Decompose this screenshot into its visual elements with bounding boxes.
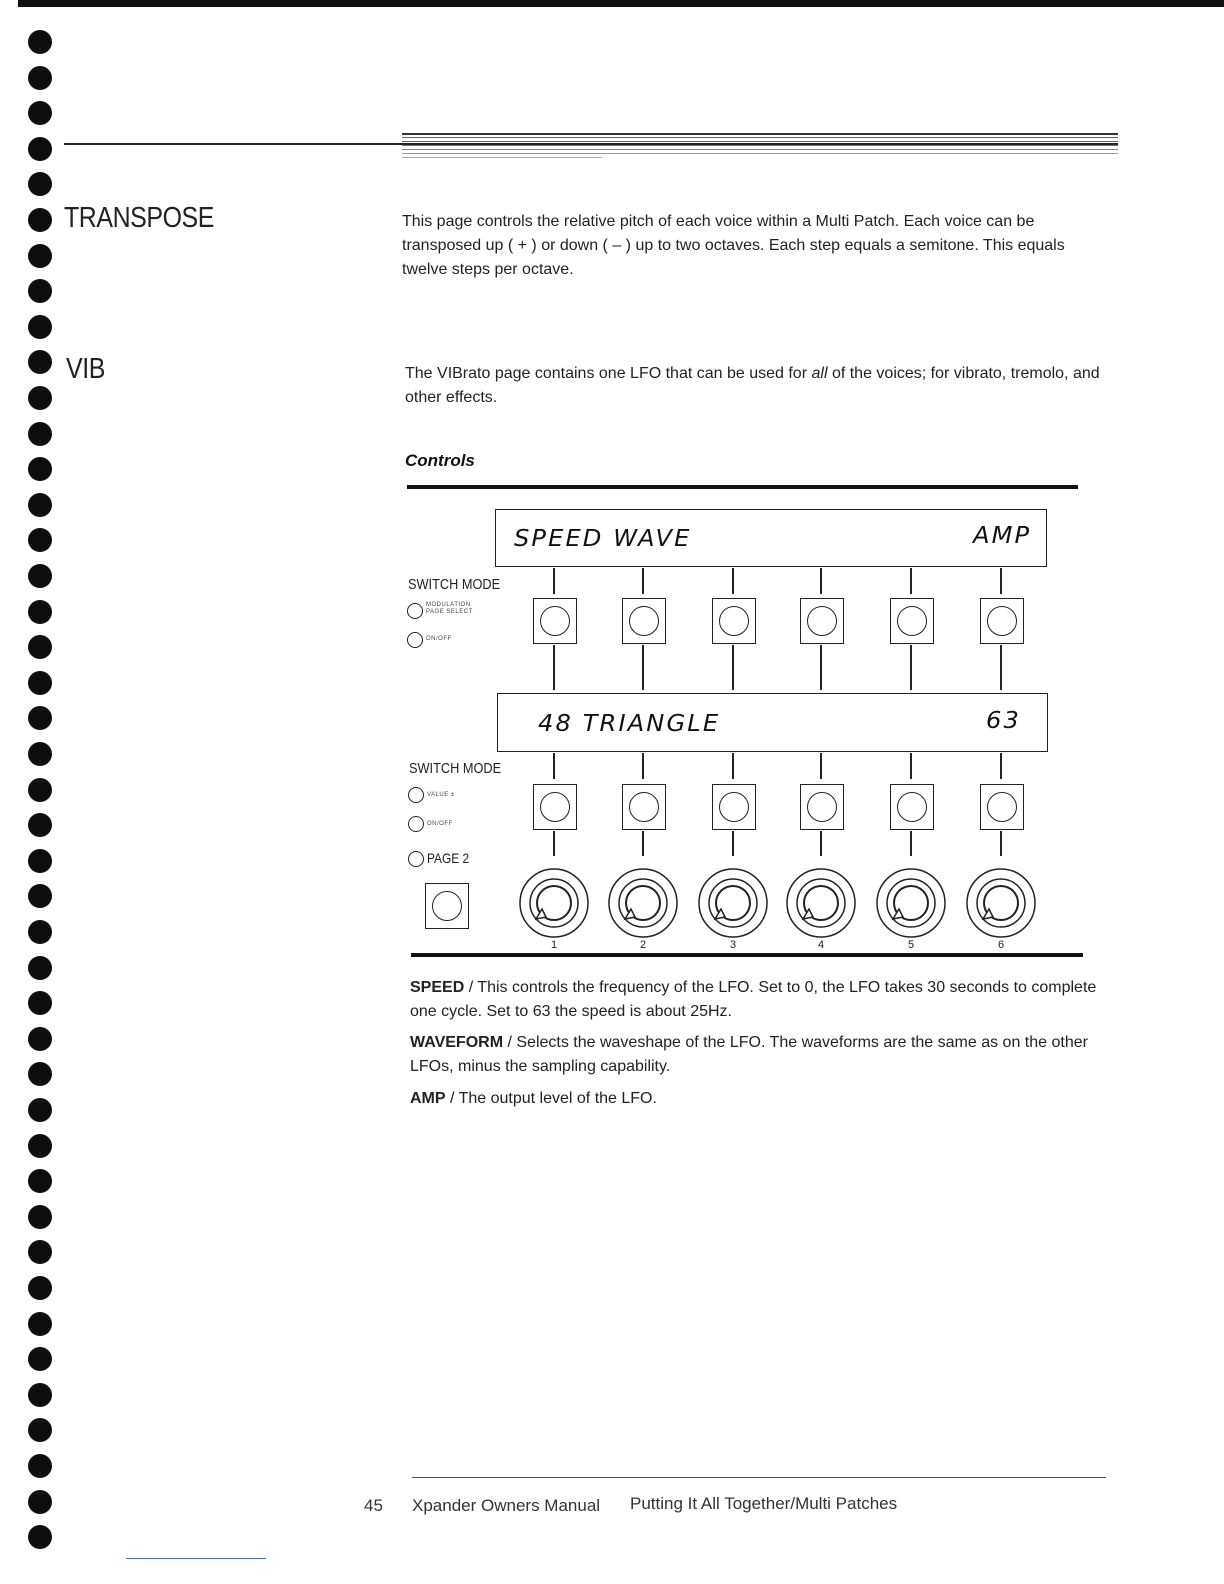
binding-hole — [28, 30, 52, 54]
indicator-modulation-page-select — [407, 603, 423, 619]
vib-heading: VIB — [66, 353, 105, 385]
knob-6[interactable] — [965, 867, 1037, 939]
connector-line — [910, 753, 912, 779]
binding-hole — [28, 564, 52, 588]
knob-number-2: 2 — [639, 939, 647, 951]
soft-button-row1-5[interactable] — [890, 598, 934, 644]
lcd-display-1 — [495, 509, 1047, 567]
switch-mode-label-2: SWITCH MODE — [409, 760, 502, 777]
switch-mode-label-1: SWITCH MODE — [408, 576, 501, 593]
page-2-label: PAGE 2 — [427, 850, 470, 866]
binding-hole — [28, 671, 52, 695]
indicator-on-off-1 — [407, 632, 423, 648]
soft-button-row2-5[interactable] — [890, 784, 934, 830]
footer-chapter-title: Putting It All Together/Multi Patches — [630, 1494, 898, 1513]
param-waveform — [410, 1031, 1110, 1079]
binding-hole — [28, 1134, 52, 1158]
soft-button-row2-2[interactable] — [622, 784, 666, 830]
param-name: SPEED — [410, 979, 465, 996]
scan-top-edge — [0, 0, 1224, 7]
indicator-value — [408, 787, 424, 803]
binding-hole — [28, 884, 52, 908]
controls-label: Controls — [405, 451, 475, 470]
binding-hole — [28, 1490, 52, 1514]
binding-hole — [28, 208, 52, 232]
binding-hole — [28, 991, 52, 1015]
binding-hole — [28, 315, 52, 339]
connector-line — [1000, 831, 1002, 856]
binding-hole — [28, 279, 52, 303]
knob-number-5: 5 — [907, 939, 915, 951]
connector-line — [642, 568, 644, 594]
connector-line — [642, 831, 644, 856]
binding-hole — [28, 1347, 52, 1371]
param-name: WAVEFORM — [410, 1034, 504, 1051]
indicator-on-off-1-label: ON/OFF — [426, 636, 452, 642]
binding-hole — [28, 422, 52, 446]
soft-button-row1-6[interactable] — [980, 598, 1024, 644]
binding-hole — [28, 244, 52, 268]
binding-hole — [28, 1454, 52, 1478]
connector-line — [642, 645, 644, 690]
indicator-modulation-page-select-label: MODULATION PAGE SELECT — [426, 602, 473, 615]
binding-hole — [28, 172, 52, 196]
knob-4[interactable] — [785, 867, 857, 939]
diagram-bottom-rule — [411, 953, 1083, 957]
binding-hole — [28, 1205, 52, 1229]
binding-hole — [28, 528, 52, 552]
soft-button-row2-4[interactable] — [800, 784, 844, 830]
binding-hole — [28, 956, 52, 980]
binding-hole — [28, 1169, 52, 1193]
binding-holes — [28, 30, 54, 1570]
soft-button-row2-1[interactable] — [533, 784, 577, 830]
page-number: 45 — [364, 1496, 383, 1515]
param-amp — [410, 1087, 1110, 1111]
connector-line — [553, 568, 555, 594]
connector-line — [910, 568, 912, 594]
binding-hole — [28, 386, 52, 410]
binding-hole — [28, 742, 52, 766]
knob-number-6: 6 — [997, 939, 1005, 951]
footer-manual-title: Xpander Owners Manual — [412, 1496, 601, 1515]
header-rule-stack — [402, 133, 1118, 161]
lcd-display-2-right: 63 — [986, 708, 1021, 734]
binding-hole — [28, 1276, 52, 1300]
param-description: / This controls the frequency of the LFO. Set to 0, the LFO takes 30 seconds to complete one cycle. Set to 63 the speed is about 25Hz. — [410, 979, 1097, 1020]
lcd-display-2-left: 48 TRIANGLE — [538, 711, 721, 737]
binding-hole — [28, 1098, 52, 1122]
indicator-page-2 — [408, 851, 424, 867]
connector-line — [820, 753, 822, 779]
soft-button-row1-4[interactable] — [800, 598, 844, 644]
connector-line — [553, 645, 555, 690]
knob-number-3: 3 — [729, 939, 737, 951]
page-2-button[interactable] — [425, 883, 469, 929]
param-speed — [410, 976, 1110, 1024]
connector-line — [820, 568, 822, 594]
binding-hole — [28, 849, 52, 873]
connector-line — [820, 645, 822, 690]
soft-button-row2-3[interactable] — [712, 784, 756, 830]
indicator-on-off-2-label: ON/OFF — [427, 821, 453, 827]
connector-line — [553, 753, 555, 779]
soft-button-row2-6[interactable] — [980, 784, 1024, 830]
scan-artifact-line — [126, 1558, 266, 1559]
soft-button-row1-3[interactable] — [712, 598, 756, 644]
binding-hole — [28, 635, 52, 659]
footer-rule — [412, 1477, 1106, 1478]
binding-hole — [28, 706, 52, 730]
lcd-display-1-left: SPEED WAVE — [514, 526, 692, 552]
connector-line — [1000, 568, 1002, 594]
binding-hole — [28, 1525, 52, 1549]
connector-line — [820, 831, 822, 856]
binding-hole — [28, 600, 52, 624]
binding-hole — [28, 1062, 52, 1086]
connector-line — [732, 753, 734, 779]
connector-line — [732, 645, 734, 690]
soft-button-row1-1[interactable] — [533, 598, 577, 644]
transpose-heading: TRANSPOSE — [64, 202, 214, 234]
param-description: / Selects the waveshape of the LFO. The waveforms are the same as on the other LFOs, minus the sampling capability. — [410, 1034, 1088, 1075]
indicator-value-label: VALUE ± — [427, 792, 455, 798]
connector-line — [642, 753, 644, 779]
scan-left-edge — [0, 0, 18, 1584]
binding-hole — [28, 1240, 52, 1264]
connector-line — [732, 831, 734, 856]
knob-number-1: 1 — [550, 939, 558, 951]
connector-line — [553, 831, 555, 856]
knob-2[interactable] — [607, 867, 679, 939]
connector-line — [1000, 753, 1002, 779]
param-name: AMP — [410, 1090, 446, 1107]
knob-1[interactable] — [518, 867, 590, 939]
connector-line — [910, 645, 912, 690]
binding-hole — [28, 778, 52, 802]
connector-line — [910, 831, 912, 856]
connector-line — [732, 568, 734, 594]
transpose-text: This page controls the relative pitch of each voice within a Multi Patch. Each voice can be transposed up ( + ) or down ( – ) up to two octaves. Each step equals a semitone. This equals twelve steps per octave. — [402, 213, 1065, 278]
indicator-on-off-2 — [408, 816, 424, 832]
knob-number-4: 4 — [817, 939, 825, 951]
controls-rule — [407, 485, 1078, 489]
param-description: / The output level of the LFO. — [445, 1090, 657, 1107]
binding-hole — [28, 457, 52, 481]
binding-hole — [28, 1383, 52, 1407]
soft-button-row1-2[interactable] — [622, 598, 666, 644]
binding-hole — [28, 101, 52, 125]
binding-hole — [28, 66, 52, 90]
vib-text: The VIBrato page contains one LFO that can be used for all of the voices; for vibrato, tremolo, and other effects. — [405, 365, 1100, 406]
lcd-display-1-right: AMP — [973, 523, 1032, 549]
knob-5[interactable] — [875, 867, 947, 939]
binding-hole — [28, 813, 52, 837]
connector-line — [1000, 645, 1002, 690]
binding-hole — [28, 1418, 52, 1442]
binding-hole — [28, 350, 52, 374]
binding-hole — [28, 493, 52, 517]
binding-hole — [28, 1027, 52, 1051]
lcd-display-2 — [497, 693, 1048, 752]
binding-hole — [28, 1312, 52, 1336]
binding-hole — [28, 920, 52, 944]
binding-hole — [28, 137, 52, 161]
knob-3[interactable] — [697, 867, 769, 939]
